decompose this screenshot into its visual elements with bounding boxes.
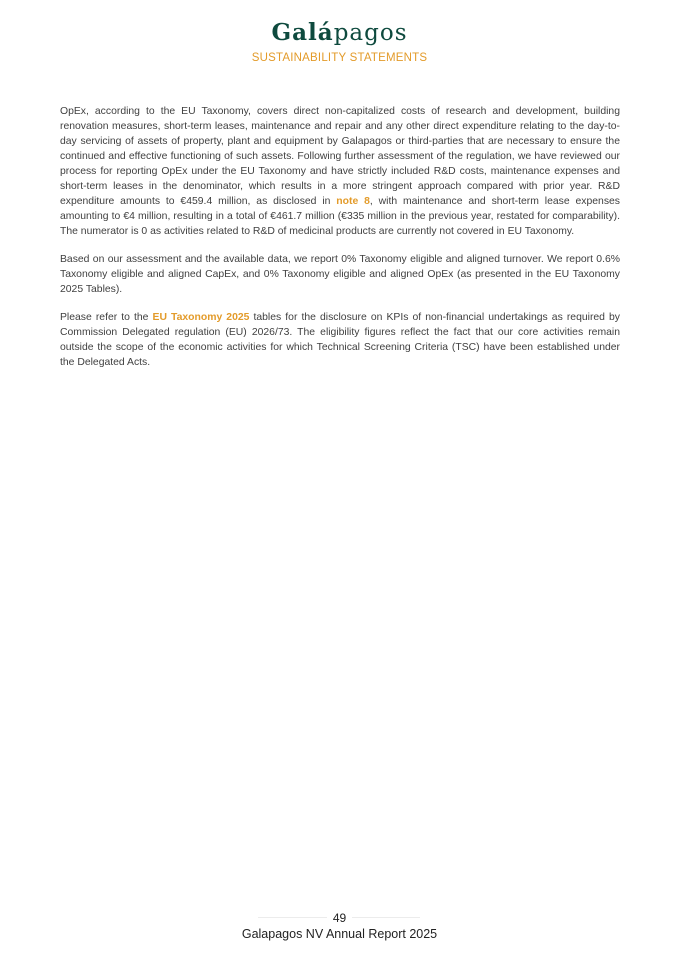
- logo-light-part: pagos: [333, 20, 408, 46]
- paragraph-opex: [60, 104, 620, 239]
- paragraph-opex-text-a: OpEx, according to the EU Taxonomy, covers direct non-capitalized costs of research and development, building renovation measures, short-term leases, maintenance and repair and any other direct expenditure relating to the day-to-day servicing of assets of property, plant and equipment by Galapagos or third-parties that are necessary to ensure the continued and effective functioning of such assets. Following further assessment of the regulation, we have reviewed our process for reporting OpEx under the EU Taxonomy and have strictly included R&D costs, maintenance expenses and short-term leases in the denominator, which results in a more stringent approach compared with prior year. R&D expenditure amounts to €459.4 million, as disclosed in: [60, 106, 620, 207]
- galapagos-logo: [0, 18, 679, 48]
- report-title: Galapagos NV Annual Report 2025: [241, 927, 438, 941]
- page-number: [0, 909, 679, 927]
- section-title: SUSTAINABILITY STATEMENTS: [251, 52, 428, 64]
- paragraph-opex-text-b: , with maintenance and short-term lease expenses amounting to €4 million, resulting in a total of €461.7 million (€335 million in the previous year, restated for comparability). The numerator is 0 as activities related to R&D of medicinal products are currently not covered in EU Taxonomy.: [60, 196, 620, 237]
- eu-taxonomy-link[interactable]: EU Taxonomy 2025: [152, 312, 250, 323]
- page-number-value: 49: [327, 911, 352, 925]
- paragraph-reference-text-a: Please refer to the: [60, 312, 153, 323]
- logo-bold-part: Galá: [271, 19, 334, 46]
- paragraph-reference-text-b: tables for the disclosure on KPIs of non-financial undertakings as required by Commission Delegated regulation (EU) 2026/73. The eligibility figures reflect the fact that our core activities remain outside the scope of the economic activities for which Technical Screening Criteria (TSC) have been established under the Delegated Acts.: [60, 312, 621, 368]
- paragraph-kpis: Based on our assessment and the available data, we report 0% Taxonomy eligible and aligned turnover. We report 0.6% Taxonomy eligible and aligned CapEx, and 0% Taxonomy eligible and aligned OpEx (as presented in the EU Taxonomy 2025 Tables).: [60, 254, 620, 295]
- body-content: [60, 104, 620, 383]
- note-8-link[interactable]: note 8: [336, 196, 370, 207]
- paragraph-reference: [60, 310, 620, 370]
